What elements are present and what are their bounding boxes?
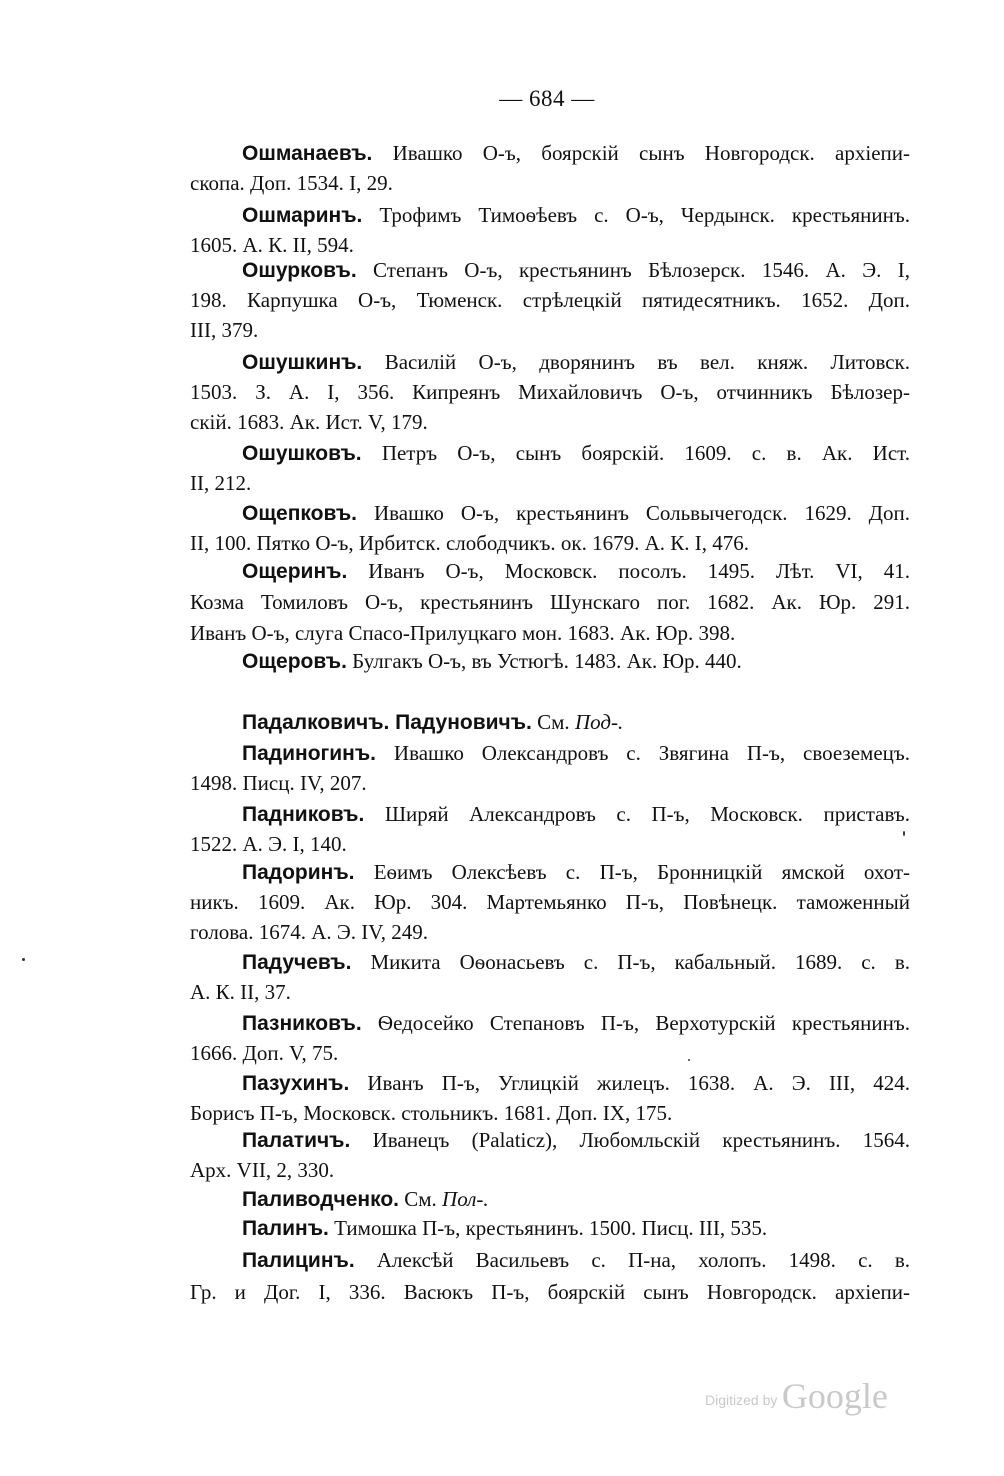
entry-text: никъ. 1609. Ак. Юр. 304. Мартемьянко П-ъ, Повѣнецк. таможенный	[190, 890, 910, 914]
entry-text: Ивашко О-ъ, боярскій сынъ Новгородск. архіепи-	[392, 141, 910, 165]
entry-text: Арх. VII, 2, 330.	[190, 1158, 335, 1182]
entry-text: Иванъ О-ъ, Московск. посолъ. 1495. Лѣт. VI, 41.	[368, 559, 911, 583]
watermark-prefix: Digitized by	[705, 1392, 778, 1408]
entry-text: Козма Томиловъ О-ъ, крестьянинъ Шунскаго пог. 1682. Ак. Юр. 291.	[190, 590, 910, 614]
headword: Ошмаринъ.	[242, 204, 363, 227]
entry-text: 1498. Писц. IV, 207.	[190, 771, 367, 795]
digitized-by-google-watermark	[705, 1375, 888, 1415]
entry-text: Микита Оѳонасьевъ с. П-ъ, кабальный. 1689. с. в.	[370, 950, 910, 974]
entry-text: Ивашко Олександровъ с. Звягина П-ъ, своеземецъ.	[393, 741, 911, 765]
entry-text: 1605. А. К. II, 594.	[190, 233, 354, 257]
entry-text: 1522. А. Э. I, 140.	[190, 832, 347, 856]
entry-text: 1666. Доп. V, 75.	[190, 1041, 339, 1065]
cross-reference: Под-.	[574, 710, 624, 734]
headword: Палицинъ.	[242, 1249, 355, 1272]
entry-text: Иванъ П-ъ, Углицкій жилецъ. 1638. А. Э. III, 424.	[367, 1071, 911, 1095]
headword: Паливодченко.	[242, 1188, 399, 1211]
headword: Падалковичъ. Падуновичъ.	[242, 711, 532, 734]
page-number: — 684 —	[499, 86, 595, 111]
headword: Ошманаевъ.	[242, 142, 373, 165]
entry-text: Ширяй Александровъ с. П-ъ, Московск. приставъ.	[384, 802, 911, 826]
entry-text: Ѳедосейко Степановъ П-ъ, Верхотурскій крестьянинъ.	[377, 1011, 910, 1035]
headword: Палатичъ.	[242, 1129, 351, 1152]
headword: Падиногинъ.	[242, 742, 377, 765]
headword: Ощеровъ.	[242, 650, 347, 673]
scan-speck	[688, 1059, 690, 1061]
entry-text: Иванъ О-ъ, слуга Спасо-Прилуцкаго мон. 1683. Ак. Юр. 398.	[190, 621, 736, 645]
headword: Палинъ.	[242, 1217, 329, 1240]
headword: Падоринъ.	[242, 861, 355, 884]
entry-text: Еѳимъ Олексѣевъ с. П-ъ, Бронницкій ямской охот-	[373, 860, 910, 884]
headword: Пазухинъ.	[242, 1072, 350, 1095]
cross-reference: Пол-.	[442, 1187, 489, 1211]
headword: Ошушкинъ.	[242, 351, 363, 374]
entry-text: II, 100. Пятко О-ъ, Ирбитск. слободчикъ. ок. 1679. А. К. I, 476.	[190, 531, 749, 555]
entry-text: голова. 1674. А. Э. IV, 249.	[190, 920, 428, 944]
entry-text: 198. Карпушка О-ъ, Тюменск. стрѣлецкій пятидесятникъ. 1652. Доп.	[190, 288, 910, 312]
entry-text: См.	[537, 710, 575, 734]
headword: Падучевъ.	[242, 951, 352, 974]
headword: Ощеринъ.	[242, 560, 348, 583]
headword: Падниковъ.	[242, 803, 365, 826]
entry-text: Алексѣй Васильевъ с. П-на, холопъ. 1498. с. в.	[376, 1248, 911, 1272]
entry-text: А. К. II, 37.	[190, 980, 291, 1004]
entry-text: скопа. Доп. 1534. I, 29.	[190, 171, 393, 195]
entry-text: скій. 1683. Ак. Ист. V, 179.	[190, 410, 428, 434]
entry-text: Василій О-ъ, дворянинъ въ вел. княж. Литовск.	[384, 350, 911, 374]
entry-text: 1503. З. А. I, 356. Кипреянъ Михайловичъ О-ъ, отчинникъ Бѣлозер-	[190, 380, 910, 404]
entry-text: См.	[404, 1187, 443, 1211]
headword: Ошушковъ.	[242, 442, 362, 465]
entry-text: Гр. и Дог. I, 336. Васюкъ П-ъ, боярскій сынъ Новгородск. архіепи-	[190, 1280, 910, 1304]
headword: Ощепковъ.	[242, 502, 358, 525]
entry-text: Петръ О-ъ, сынъ боярскій. 1609. с. в. Ак. Ист.	[381, 441, 911, 465]
scan-speck	[903, 831, 905, 836]
entry-text: III, 379.	[190, 318, 259, 342]
entry-text: Степанъ О-ъ, крестьянинъ Бѣлозерск. 1546. А. Э. I,	[373, 258, 911, 282]
scan-speck	[22, 958, 25, 961]
entry-text: Ивашко О-ъ, крестьянинъ Сольвычегодск. 1629. Доп.	[373, 501, 910, 525]
entry-text: Борисъ П-ъ, Московск. стольникъ. 1681. Доп. IX, 175.	[190, 1101, 673, 1125]
entry-text: Иванецъ (Palaticz), Любомльскій крестьянинъ. 1564.	[372, 1128, 910, 1152]
headword: Ошурковъ.	[242, 259, 357, 282]
entry-text: Трофимъ Тимоѳѣевъ с. О-ъ, Чердынск. крестьянинъ.	[379, 203, 910, 227]
entry-text: Тимошка П-ъ, крестьянинъ. 1500. Писц. III, 535.	[334, 1216, 768, 1240]
headword: Пазниковъ.	[242, 1012, 362, 1035]
google-logo: Google	[781, 1376, 888, 1416]
entry-text: II, 212.	[190, 471, 252, 495]
entry-text: Булгакъ О-ъ, въ Устюгѣ. 1483. Ак. Юр. 440.	[352, 649, 742, 673]
